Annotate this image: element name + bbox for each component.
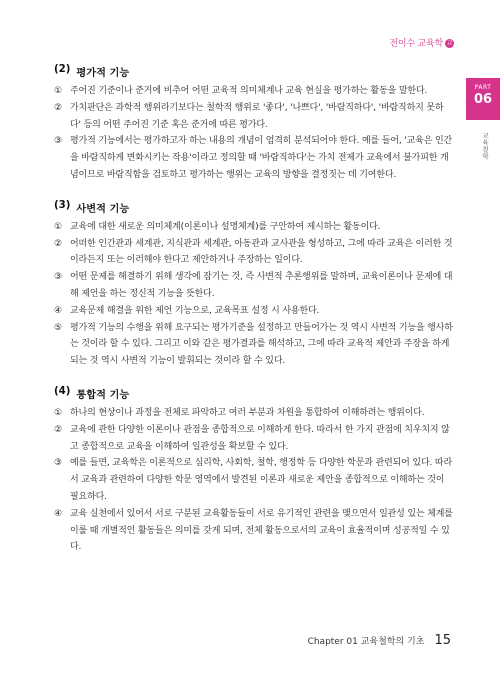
list-item <box>54 269 454 303</box>
section-number: (2) <box>54 64 71 75</box>
list-item <box>54 83 454 100</box>
item-text: 예를 들면, 교육학은 이론적으로 심리학, 사회학, 철학, 행정학 등 다양한 학문과 관련되어 있다. 따라서 교육과 관련하여 다양한 학문 영역에서 발견된 이론과 새로운 제안을 종합적으로 이해하는 것이 필요하다. <box>70 458 453 502</box>
item-text: 교육문제 해결을 위한 제언 기능으로, 교육목표 설정 시 사용한다. <box>70 305 320 316</box>
list-item <box>54 320 454 370</box>
section-evaluative-function <box>54 64 454 184</box>
item-number: ① <box>54 407 62 418</box>
item-number: ③ <box>54 458 62 469</box>
section-number: (4) <box>54 385 71 397</box>
item-text: 하나의 현상이나 과정을 전체로 파악하고 여러 부분과 차원을 통합하여 이해하려는 행위이다. <box>70 407 425 418</box>
brand-title: 전이수 교육학 <box>389 39 443 49</box>
list-item <box>54 303 454 320</box>
item-number: ④ <box>54 305 62 316</box>
item-text: 평가적 기능의 수행을 위해 요구되는 평가기준을 설정하고 만들어가는 것 역시 사변적 기능을 행사하는 것이라 할 수 있다. 그리고 이와 같은 평가결과를 해석하고, 그에 따라 교육적 제안과 주장을 하게 되는 것 역시 사변적 기능이 발휘되는 것이라 할 수 있다. <box>70 322 453 367</box>
part-tab <box>466 78 500 120</box>
item-number: ④ <box>54 508 62 519</box>
section-speculative-function <box>54 200 454 370</box>
section-title <box>54 386 454 401</box>
side-subject-label: 교육철학 <box>481 132 489 160</box>
chapter-title: Chapter 01 교육철학의 기초 <box>307 637 425 647</box>
item-text: 교육에 관한 다양한 이론이나 관점을 종합적으로 이해하게 한다. 따라서 한 가지 관점에 치우치지 않고 종합적으로 교육을 이해하여 일관성을 확보할 수 있다. <box>70 424 450 452</box>
item-text: 가치판단은 과학적 행위라기보다는 철학적 행위로 '좋다', '나쁘다', '바람직하다', '바람직하지 못하다' 등의 어떤 주어진 기준 혹은 준거에 따른 평가다. <box>70 102 444 130</box>
section-heading: 평가적 기능 <box>76 68 130 79</box>
book-brand <box>389 36 454 49</box>
page-footer <box>308 633 451 648</box>
section-number: (3) <box>54 199 71 211</box>
item-number: ⑤ <box>54 322 62 333</box>
item-text: 평가적 기능에서는 평가하고자 하는 내용의 개념이 엄격히 분석되어야 한다. 예를 들어, '교육은 인간을 바람직하게 변화시키는 작용'이라고 정의할 때 '바람직하다'는 가치 전제가 교육에서 불가피한 개념이므로 바람직함을 검토하고 평가하는 행위는 교육의 방향을 결정짓는 데 기여한다. <box>70 136 453 180</box>
item-number: ③ <box>54 136 62 147</box>
item-text: 교육에 대한 새로운 의미체계(이론이나 설명체계)를 구안하여 제시하는 활동이다. <box>70 221 381 232</box>
section-title <box>54 200 454 215</box>
item-text: 주어진 기준이나 준거에 비추어 어떤 교육적 의미체계나 교육 현실을 평가하는 활동을 말한다. <box>70 86 428 96</box>
list-item <box>54 405 454 422</box>
section-title <box>54 64 454 79</box>
list-item <box>54 219 454 236</box>
item-text: 교육 실천에서 있어서 서로 구분된 교육활동들이 서로 유기적인 관련을 맺으면서 일관성 있는 체계를 이룰 때 개별적인 활동들은 의미를 갖게 되며, 전체 활동으로서의 교육이 효율적이며 성공적일 수 있다. <box>70 508 453 553</box>
item-number: ② <box>54 238 62 249</box>
part-label: PART <box>474 84 492 91</box>
item-number: ③ <box>54 272 62 283</box>
item-number: ① <box>54 221 62 232</box>
item-number: ① <box>54 86 62 96</box>
list-item <box>54 506 454 556</box>
item-number: ② <box>54 424 62 435</box>
section-heading: 통합적 기능 <box>76 389 130 401</box>
part-number: 06 <box>473 92 493 107</box>
list-item <box>54 422 454 456</box>
list-item <box>54 100 454 134</box>
list-item <box>54 455 454 505</box>
section-integrative-function <box>54 386 454 556</box>
page-content <box>54 64 454 556</box>
page-number: 15 <box>434 633 451 648</box>
section-heading: 사변적 기능 <box>76 203 130 215</box>
brand-badge-icon: 교 <box>446 40 453 47</box>
list-item <box>54 133 454 183</box>
item-text: 어떠한 인간관과 세계관, 지식관과 세계관, 아동관과 교사관을 형성하고, 그에 따라 교육은 이러한 것이라든지 또는 이러해야 한다고 제안하거나 주장하는 일이다. <box>70 238 453 266</box>
item-text: 어떤 문제를 해결하기 위해 생각에 잠기는 것, 즉 사변적 추론행위를 말하며, 교육이론이나 문제에 대해 제언을 하는 정신적 기능을 뜻한다. <box>70 272 453 299</box>
item-number: ② <box>54 102 62 113</box>
list-item <box>54 236 454 270</box>
